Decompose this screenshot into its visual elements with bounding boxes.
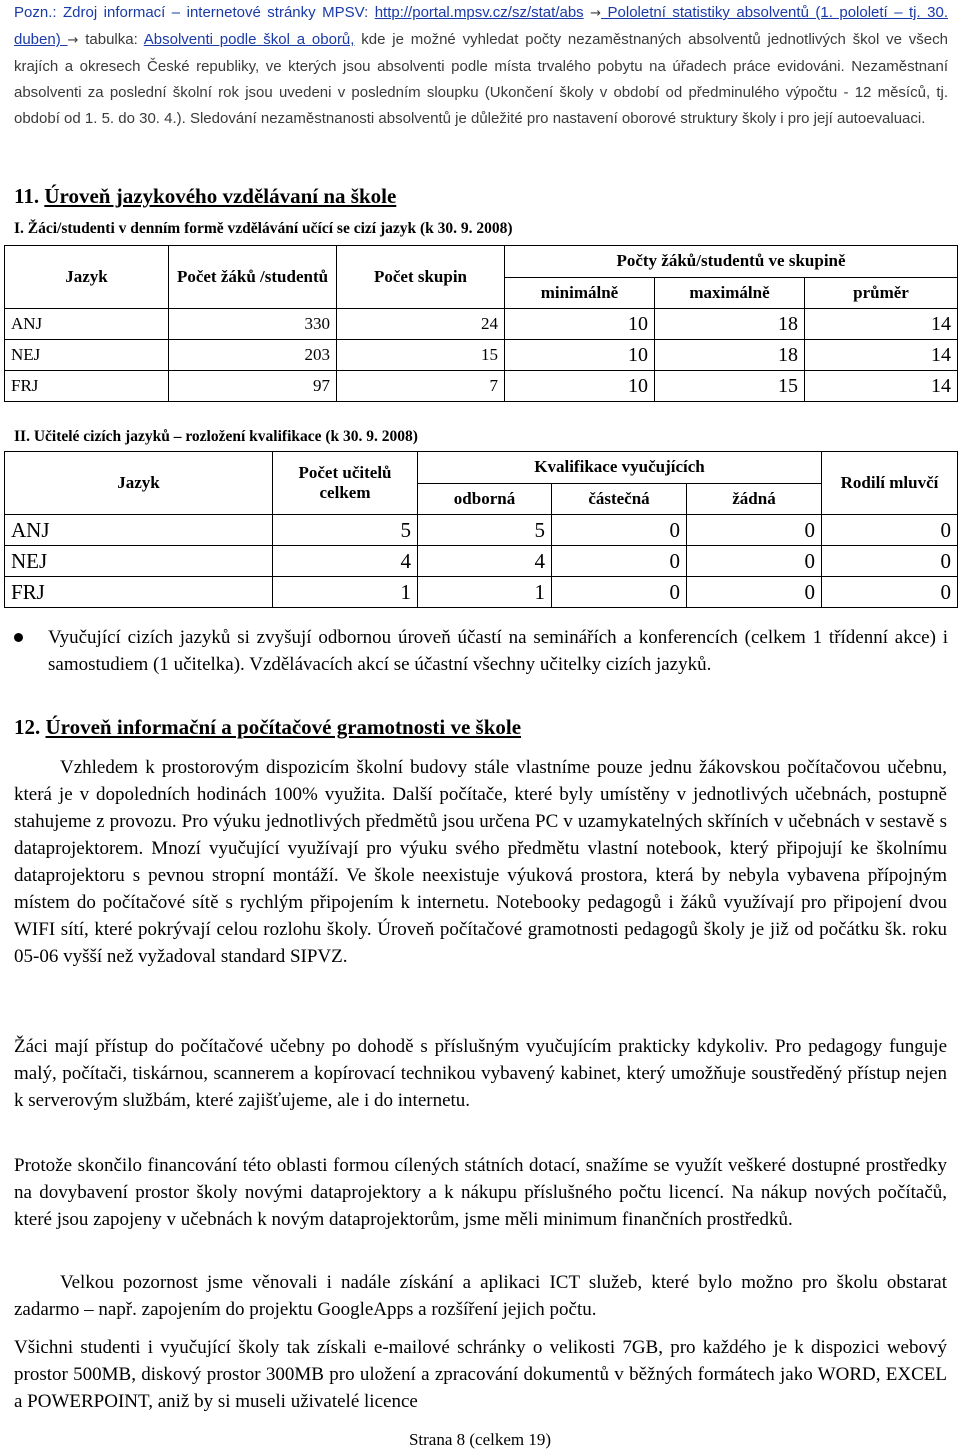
teachers-qualification-table — [4, 451, 958, 608]
col-header-jazyk: Jazyk — [5, 246, 169, 309]
cell-students: 97 — [169, 371, 337, 402]
cell-castecna: 0 — [552, 515, 687, 546]
col-header-group-counts: Počty žáků/studentů ve skupině — [505, 246, 958, 278]
cell-avg: 14 — [805, 371, 958, 402]
col-header-native-speakers: Rodilí mluvčí — [822, 452, 958, 515]
cell-language: ANJ — [5, 515, 273, 546]
cell-students: 330 — [169, 309, 337, 340]
absolventi-link[interactable]: Absolventi podle škol a oborů, — [143, 31, 355, 48]
bullet-icon — [14, 633, 23, 642]
mpsv-link[interactable]: http://portal.mpsv.cz/sz/stat/abs — [374, 4, 584, 21]
cell-groups: 24 — [337, 309, 505, 340]
cell-native: 0 — [822, 577, 958, 608]
section-title: Úroveň informační a počítačové gramotnosti ve škole — [45, 715, 522, 739]
cell-total: 1 — [273, 577, 418, 608]
cell-native: 0 — [822, 515, 958, 546]
cell-castecna: 0 — [552, 577, 687, 608]
bullet-text: Vyučující cizích jazyků si zvyšují odbornou úroveň účastí na seminářích a konferencích (celkem 1 třídenní akce) i samostudiem (1 učitelka). Vzdělávacích akcí se účastní všechny učitelky cizích jazyků. — [48, 627, 948, 675]
cell-avg: 14 — [805, 309, 958, 340]
cell-zadna: 0 — [687, 515, 822, 546]
paragraph: Velkou pozornost jsme věnovali i nadále získání a aplikaci ICT služeb, které bylo možno pro školu obstarat zadarmo – např. zapojením do projektu GoogleApps a rozšíření jejich počtu. — [14, 1272, 947, 1320]
note-text: tabulka: — [78, 31, 144, 48]
cell-min: 10 — [505, 309, 655, 340]
bullet-item — [14, 624, 948, 678]
col-header-groups: Počet skupin — [337, 246, 505, 309]
table1-caption: I. Žáci/studenti v denním formě vzdělávání učící se cizí jazyk (k 30. 9. 2008) — [14, 220, 513, 237]
arrow-icon: → — [67, 33, 79, 48]
section-heading-11 — [14, 184, 396, 209]
paragraph: Žáci mají přístup do počítačové učebny po dohodě s příslušným vyučujícím prakticky kdykoliv. Pro pedagogy funguje malý, počítači, tiskárnou, scannerem a kopírovací technikou vybavený kabinet, který umožňuje soustředěný přístup nejen k serverovým službám, které zajišťujeme, ale i do internetu. — [14, 1036, 947, 1111]
cell-castecna: 0 — [552, 546, 687, 577]
paragraph: Všichni studenti i vyučující školy tak získali e-mailové schránky o velikosti 7GB, pro každého je k dispozici webový prostor 500MB, diskový prostor 300MB pro uložení a zpracování dokumentů v běžných formátech jako WORD, EXCEL a POWERPOINT, aniž by si museli uživatelé licence — [14, 1337, 947, 1412]
col-header-qualification: Kvalifikace vyučujících — [418, 452, 822, 484]
table-row — [5, 546, 958, 577]
cell-odborna: 1 — [418, 577, 552, 608]
col-header-castecna: částečná — [552, 483, 687, 515]
col-header-students: Počet žáků /studentů — [169, 246, 337, 309]
section-title: Úroveň jazykového vzdělávaní na škole — [44, 184, 397, 208]
section-heading-12 — [14, 715, 521, 740]
arrow-icon: → — [590, 6, 602, 21]
cell-zadna: 0 — [687, 577, 822, 608]
col-header-teachers-total: Počet učitelů celkem — [273, 452, 418, 515]
cell-max: 15 — [655, 371, 805, 402]
note-text: kde je možné vyhledat počty nezaměstnaných absolventů jednotlivých škol ve všech krajích a okresech České republiky, ve kterých jsou absolventi podle místa trvalého pobytu na úřadech práce evidováni. Nezaměstnaní absolventi za poslední školní rok jsou uvedeni v posledním sloupku (Ukončení školy v období od předminulého výpočtu - 12 měsíců, tj. období od 1. 5. do 30. 4.). Sledování nezaměstnanosti absolventů je důležité pro nastavení oborové struktury školy i pro její autoevaluaci. — [14, 31, 948, 127]
cell-groups: 7 — [337, 371, 505, 402]
cell-min: 10 — [505, 340, 655, 371]
cell-max: 18 — [655, 340, 805, 371]
table-row — [5, 577, 958, 608]
language-students-table — [4, 245, 958, 402]
paragraph: Vzhledem k prostorovým dispozicím školní budovy stále vlastníme pouze jednu žákovskou počítačovou učebnu, která je v dopoledních hodinách 100% využita. Další počítače, které byly umístěny v jednotlivých učebnách, postupně stahujeme z provozu. Pro výuku jednotlivých předmětů jsou určena PC v uzamykatelných skříních v učebnách v sestavě s dataprojektorem. Mnozí vyučující využívají pro výuku svého předmětu vlastní notebook, který připojují ke školnímu dataprojektoru s pevnou stropní montáží. Ve škole neexistuje výuková prostora, která by nebyla vybavena přípojným místem do počítačové sítě s rychlým připojením k internetu. Notebooky pedagogů i žáků využívají pro připojení dvou WIFI sítí, které pokrývají celou rozlohu školy. Úroveň počítačové gramotnosti pedagogů školy je již od počátku šk. roku 05-06 vyšší než vyžadoval standard SIPVZ. — [14, 757, 947, 967]
cell-language: FRJ — [5, 371, 169, 402]
paragraph: Protože skončilo financování této oblasti formou cílených státních dotací, snažíme se využít veškeré dostupné prostředky na dovybavení prostor školy novými dataprojektory a k nákupu příslušného počtu licencí. Na nákup nových počítačů, které jsou zapojeny v učebnách k novým dataprojektorům, jsme měli minimum finančních prostředků. — [14, 1155, 947, 1230]
col-header-odborna: odborná — [418, 483, 552, 515]
cell-language: ANJ — [5, 309, 169, 340]
cell-students: 203 — [169, 340, 337, 371]
cell-language: NEJ — [5, 546, 273, 577]
source-note — [14, 0, 948, 132]
cell-odborna: 4 — [418, 546, 552, 577]
cell-native: 0 — [822, 546, 958, 577]
table-row — [5, 515, 958, 546]
table-row — [5, 371, 958, 402]
cell-avg: 14 — [805, 340, 958, 371]
cell-total: 4 — [273, 546, 418, 577]
section-number: 12. — [14, 715, 41, 739]
cell-zadna: 0 — [687, 546, 822, 577]
cell-min: 10 — [505, 371, 655, 402]
table-row — [5, 309, 958, 340]
col-header-jazyk: Jazyk — [5, 452, 273, 515]
table-row — [5, 340, 958, 371]
cell-total: 5 — [273, 515, 418, 546]
col-header-min: minimálně — [505, 277, 655, 309]
cell-language: NEJ — [5, 340, 169, 371]
note-prefix: Pozn.: Zdroj informací – internetové stránky MPSV: — [14, 4, 375, 21]
page-footer: Strana 8 (celkem 19) — [408, 1430, 552, 1449]
cell-language: FRJ — [5, 577, 273, 608]
cell-groups: 15 — [337, 340, 505, 371]
col-header-max: maximálně — [655, 277, 805, 309]
cell-odborna: 5 — [418, 515, 552, 546]
table2-caption: II. Učitelé cizích jazyků – rozložení kvalifikace (k 30. 9. 2008) — [14, 428, 418, 445]
section-number: 11. — [14, 184, 40, 208]
statistics-link[interactable]: Pololetní statistiky absolventů (1. pololetí – tj. 30. duben) — [14, 4, 948, 48]
cell-max: 18 — [655, 309, 805, 340]
col-header-zadna: žádná — [687, 483, 822, 515]
col-header-avg: průměr — [805, 277, 958, 309]
